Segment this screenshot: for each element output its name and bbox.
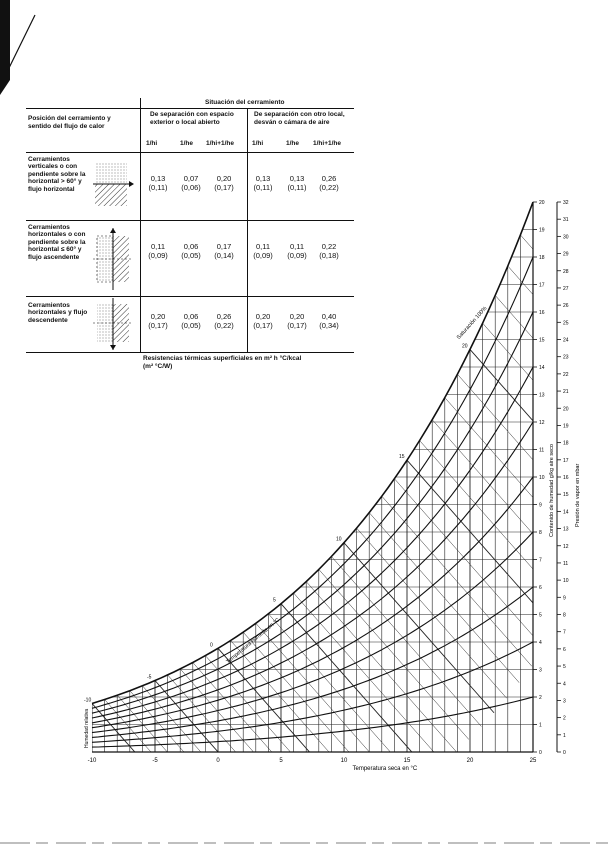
wetbulb-tick-label: 5 xyxy=(273,597,276,604)
row1-value-1: 0,13 xyxy=(150,174,166,183)
wetbulb-line xyxy=(168,675,318,845)
x-tick-label: 20 xyxy=(466,758,474,764)
row2-value-5: 0,11 xyxy=(289,242,305,251)
wetbulb-line xyxy=(281,604,431,774)
wetbulb-line xyxy=(155,681,305,848)
row3-alt-5: (0,17) xyxy=(287,321,307,330)
saturation-label: Saturación 100% xyxy=(455,305,489,341)
pressure-tick-label: 10 xyxy=(563,578,569,585)
humidity-tick-label: 10 xyxy=(539,475,545,481)
wetbulb-line xyxy=(420,441,570,611)
col-header-1: 1/hi xyxy=(146,140,158,147)
row3-alt-6: (0,34) xyxy=(319,321,339,330)
pressure-tick-label: 27 xyxy=(563,285,569,292)
pressure-tick-label: 12 xyxy=(563,543,569,550)
humidity-tick-label: 14 xyxy=(539,365,545,371)
rh-curve-60 xyxy=(92,422,533,723)
pressure-tick-label: 18 xyxy=(563,440,569,447)
row-label-3: Cerramientos horizontales y flujo descendente xyxy=(28,302,88,324)
pressure-tick-label: 13 xyxy=(563,526,569,533)
col-header-6: 1/hi+1/he xyxy=(313,140,341,147)
rh-curve-10 xyxy=(92,697,533,747)
pressure-tick-label: 29 xyxy=(563,251,569,258)
row3-alt-3: (0,22) xyxy=(214,321,234,330)
row1-value-5: 0,13 xyxy=(289,174,305,183)
chart-grid xyxy=(92,202,616,848)
row3-value-3: 0,26 xyxy=(216,312,232,321)
row2-value-6: 0,22 xyxy=(321,242,337,251)
row1-alt-6: (0,22) xyxy=(319,183,339,192)
row3-alt-1: (0,17) xyxy=(148,321,168,330)
pressure-tick-label: 26 xyxy=(563,303,569,310)
wetbulb-line xyxy=(533,202,616,372)
rh-curve-40 xyxy=(92,532,533,733)
row1-value-2: 0,07 xyxy=(183,174,199,183)
wetbulb-line xyxy=(369,513,519,683)
pressure-tick-label: 16 xyxy=(563,475,569,481)
pressure-tick-label: 1 xyxy=(563,732,566,739)
row2-alt-6: (0,18) xyxy=(319,251,339,260)
pressure-tick-label: 32 xyxy=(563,200,569,206)
row1-alt-4: (0,11) xyxy=(253,183,273,192)
wetbulb-line xyxy=(495,295,616,465)
pressure-tick-label: 9 xyxy=(563,595,566,602)
wetbulb-line xyxy=(218,648,368,818)
pressure-tick-label: 25 xyxy=(563,320,569,327)
wetbulb-tick-label: -5 xyxy=(147,674,152,681)
row3-value-4: 0,20 xyxy=(255,312,271,321)
row3-value-2: 0,06 xyxy=(183,312,199,321)
wetbulb-tick-label: 20 xyxy=(462,343,468,350)
row2-alt-2: (0,05) xyxy=(181,251,201,260)
row1-alt-2: (0,06) xyxy=(181,183,201,192)
pressure-tick-label: 15 xyxy=(563,492,569,499)
pressure-tick-label: 11 xyxy=(563,560,569,567)
wetbulb-line xyxy=(407,460,557,630)
col-header-2: 1/he xyxy=(180,140,194,147)
humidity-tick-label: 2 xyxy=(539,695,542,701)
row2-alt-5: (0,09) xyxy=(287,251,307,260)
x-tick-label: -10 xyxy=(87,758,97,764)
row1-alt-1: (0,11) xyxy=(148,183,168,192)
wetbulb-tick-label: 15 xyxy=(399,454,405,461)
row2-alt-4: (0,09) xyxy=(253,251,273,260)
humidity-tick-label: 11 xyxy=(539,447,545,454)
row2-value-1: 0,11 xyxy=(150,242,166,251)
rh-curve-20 xyxy=(92,642,533,742)
row2-value-2: 0,06 xyxy=(183,242,199,251)
wetbulb-line xyxy=(243,632,393,802)
row3-value-5: 0,20 xyxy=(289,312,305,321)
humidity-tick-label: 1 xyxy=(539,722,542,729)
row1-value-6: 0,26 xyxy=(321,174,337,183)
humidity-tick-label: 19 xyxy=(539,227,545,234)
rh-curve-30 xyxy=(92,587,533,737)
x-tick-label: 25 xyxy=(529,758,537,764)
row3-alt-2: (0,05) xyxy=(181,321,201,330)
pressure-tick-label: 8 xyxy=(563,612,566,619)
pressure-tick-label: 28 xyxy=(563,268,569,275)
row2-alt-1: (0,09) xyxy=(148,251,168,260)
pressure-tick-label: 6 xyxy=(563,646,566,653)
humidity-tick-label: 15 xyxy=(539,337,545,344)
x-tick-label: 10 xyxy=(340,758,348,764)
rh-curve-70 xyxy=(92,367,533,718)
pressure-tick-label: 3 xyxy=(563,698,566,705)
pressure-tick-label: 0 xyxy=(563,750,566,756)
row-label-1: Cerramientos verticales o con pendiente sobre la horizontal > 60° y flujo horizontal xyxy=(28,156,86,193)
wetbulb-tick-label: 0 xyxy=(210,642,213,649)
pressure-tick-label: 31 xyxy=(563,217,569,224)
humidity-tick-label: 5 xyxy=(539,612,542,619)
group-header-exterior: De separación con espacio exterior o local abierto xyxy=(150,111,234,126)
chart-curves xyxy=(92,202,533,747)
x-tick-label: 0 xyxy=(216,758,220,764)
wetbulb-line xyxy=(193,662,343,832)
wetbulb-line xyxy=(445,398,595,568)
wetbulb-line xyxy=(394,479,544,649)
row1-alt-3: (0,17) xyxy=(214,183,234,192)
row2-alt-3: (0,14) xyxy=(214,251,234,260)
pressure-tick-label: 7 xyxy=(563,629,566,636)
row2-value-3: 0,17 xyxy=(216,242,232,251)
posicion-header: Posición del cerramiento y sentido del flujo de calor xyxy=(28,115,111,130)
pressure-tick-label: 23 xyxy=(563,354,569,361)
humidity-tick-label: 20 xyxy=(539,200,545,206)
pressure-tick-label: 20 xyxy=(563,406,569,413)
humidity-tick-label: 0 xyxy=(539,750,542,756)
pressure-tick-label: 2 xyxy=(563,715,566,722)
humidity-axis-label: Contenido de humedad g/kg aire seco xyxy=(549,444,555,537)
pressure-tick-label: 30 xyxy=(563,234,569,241)
wetbulb-line xyxy=(319,569,469,739)
row-label-2: Cerramientos horizontales o con pendiente sobre la horizontal ≤ 60° y flujo ascendente xyxy=(28,224,86,261)
pressure-tick-label: 5 xyxy=(563,664,566,671)
humidity-tick-label: 18 xyxy=(539,255,545,261)
humidity-tick-label: 17 xyxy=(539,282,545,289)
pressure-tick-label: 14 xyxy=(563,509,569,516)
x-tick-label: -5 xyxy=(152,758,158,764)
humidity-tick-label: 13 xyxy=(539,392,545,399)
situacion-header: Situación del cerramiento xyxy=(205,99,285,106)
pressure-tick-label: 24 xyxy=(563,337,569,344)
pressure-tick-label: 19 xyxy=(563,423,569,430)
humidity-tick-label: 6 xyxy=(539,585,542,591)
humidity-tick-label: 9 xyxy=(539,502,542,509)
x-tick-label: 5 xyxy=(279,758,283,764)
wetbulb-tick-label: 10 xyxy=(336,536,342,543)
pressure-tick-label: 4 xyxy=(563,681,566,688)
col-header-3: 1/hi+1/he xyxy=(206,140,234,147)
row1-value-4: 0,13 xyxy=(255,174,271,183)
row2-value-4: 0,11 xyxy=(255,242,271,251)
humidity-tick-label: 3 xyxy=(539,667,542,674)
rh-axis-label: Humedad relativa xyxy=(84,708,90,748)
row3-value-1: 0,20 xyxy=(150,312,166,321)
table-footnote-line1: Resistencias térmicas superficiales en m² h °C/kcal xyxy=(143,355,302,362)
row1-value-3: 0,20 xyxy=(216,174,232,183)
row3-value-6: 0,40 xyxy=(321,312,337,321)
wetbulb-line xyxy=(180,669,330,839)
row3-alt-4: (0,17) xyxy=(253,321,273,330)
wetbulb-line xyxy=(92,703,242,848)
humidity-tick-label: 16 xyxy=(539,310,545,316)
pressure-tick-label: 22 xyxy=(563,371,569,378)
pressure-tick-label: 17 xyxy=(563,457,569,464)
wetbulb-line xyxy=(117,695,267,848)
row1-alt-5: (0,11) xyxy=(287,183,307,192)
wetbulb-label: Temperatura húmeda en °C xyxy=(225,617,282,666)
pressure-axis-label: Presión de vapor en mbar xyxy=(575,463,581,527)
humidity-tick-label: 12 xyxy=(539,420,545,426)
wetbulb-tick-label: -10 xyxy=(84,697,92,704)
pressure-tick-label: 21 xyxy=(563,389,569,396)
humidity-tick-label: 8 xyxy=(539,530,542,536)
x-axis-label: Temperatura seca en °C xyxy=(352,766,418,772)
col-header-4: 1/hi xyxy=(252,140,264,147)
table-footnote-line2: (m² °C/W) xyxy=(143,363,173,370)
x-tick-label: 15 xyxy=(403,758,411,764)
humidity-tick-label: 4 xyxy=(539,640,542,646)
wetbulb-line xyxy=(470,349,616,519)
group-header-local: De separación con otro local, desván o cámara de aire xyxy=(254,111,345,126)
col-header-5: 1/he xyxy=(286,140,300,147)
bottom-scan-edge xyxy=(0,834,616,848)
humidity-tick-label: 7 xyxy=(539,557,542,564)
